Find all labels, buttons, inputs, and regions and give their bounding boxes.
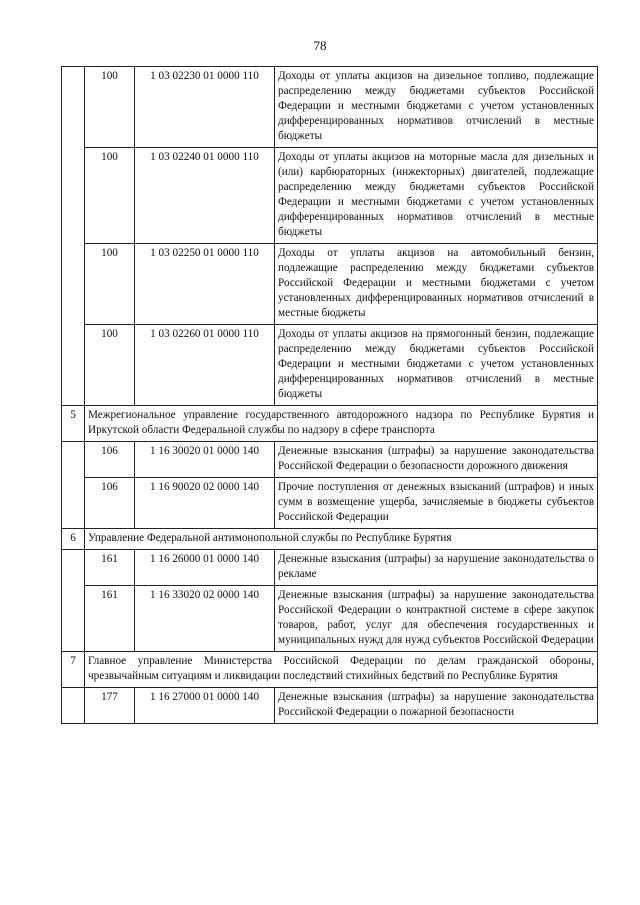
section-header-row: [62, 406, 598, 442]
table-row: [62, 442, 598, 478]
income-code-cell: 1 03 02240 01 0000 110: [135, 148, 275, 244]
section-header-row: [62, 529, 598, 550]
admin-code-cell: 161: [85, 586, 135, 652]
section-header-row: [62, 652, 598, 688]
income-description-cell: Денежные взыскания (штрафы) за нарушение законодательства о рекламе: [275, 550, 598, 586]
admin-code-cell: 100: [85, 244, 135, 325]
income-code-cell: 1 03 02250 01 0000 110: [135, 244, 275, 325]
row-number-cell: [62, 688, 85, 724]
admin-code-cell: 106: [85, 478, 135, 529]
table-row: [62, 67, 598, 148]
section-number: 5: [62, 406, 85, 442]
table-row: [62, 550, 598, 586]
admin-code-cell: 177: [85, 688, 135, 724]
income-code-cell: 1 16 30020 01 0000 140: [135, 442, 275, 478]
income-code-cell: 1 16 26000 01 0000 140: [135, 550, 275, 586]
page-number: 78: [313, 38, 327, 53]
table-row: [62, 244, 598, 325]
admin-code-cell: 100: [85, 148, 135, 244]
income-description-cell: Денежные взыскания (штрафы) за нарушение законодательства Российской Федерации о контрактной системе в сфере закупок товаров, работ, услуг для обеспечения государственных и муниципальных нужд для нужд субъектов Российской Федерации: [275, 586, 598, 652]
income-code-cell: 1 16 27000 01 0000 140: [135, 688, 275, 724]
income-code-cell: 1 16 33020 02 0000 140: [135, 586, 275, 652]
row-number-cell: [62, 442, 85, 529]
income-description-cell: Прочие поступления от денежных взысканий (штрафов) и иных сумм в возмещение ущерба, зачисляемые в бюджеты субъектов Российской Федерации: [275, 478, 598, 529]
table-row: [62, 148, 598, 244]
section-title: Управление Федеральной антимонопольной службы по Республике Бурятия: [85, 529, 598, 550]
row-number-cell: [62, 67, 85, 406]
income-code-cell: 1 16 90020 02 0000 140: [135, 478, 275, 529]
admin-code-cell: 100: [85, 67, 135, 148]
section-title: Главное управление Министерства Российской Федерации по делам гражданской обороны, чрезвычайным ситуациям и ликвидации последствий стихийных бедствий по Республике Бурятия: [85, 652, 598, 688]
income-description-cell: Доходы от уплаты акцизов на моторные масла для дизельных и (или) карбюраторных (инжекторных) двигателей, подлежащие распределению между бюджетами субъектов Российской Федерации и местными бюджетами с учетом установленных дифференцированных нормативов отчислений в местные бюджеты: [275, 148, 598, 244]
income-description-cell: Денежные взыскания (штрафы) за нарушение законодательства Российской Федерации о пожарной безопасности: [275, 688, 598, 724]
income-codes-table: [61, 66, 598, 724]
income-code-cell: 1 03 02230 01 0000 110: [135, 67, 275, 148]
income-description-cell: Денежные взыскания (штрафы) за нарушение законодательства Российской Федерации о безопасности дорожного движения: [275, 442, 598, 478]
row-number-cell: [62, 550, 85, 652]
table-row: [62, 586, 598, 652]
admin-code-cell: 161: [85, 550, 135, 586]
admin-code-cell: 106: [85, 442, 135, 478]
section-title: Межрегиональное управление государственного автодорожного надзора по Республике Бурятия и Иркутской области Федеральной службы по надзору в сфере транспорта: [85, 406, 598, 442]
table-row: [62, 325, 598, 406]
income-description-cell: Доходы от уплаты акцизов на дизельное топливо, подлежащие распределению между бюджетами субъектов Российской Федерации и местными бюджетами с учетом установленных дифференцированных нормативов отчислений в местные бюджеты: [275, 67, 598, 148]
table-row: [62, 688, 598, 724]
section-number: 6: [62, 529, 85, 550]
table-row: [62, 478, 598, 529]
admin-code-cell: 100: [85, 325, 135, 406]
section-number: 7: [62, 652, 85, 688]
income-description-cell: Доходы от уплаты акцизов на прямогонный бензин, подлежащие распределению между бюджетами субъектов Российской Федерации и местными бюджетами с учетом установленных дифференцированных нормативов отчислений в местные бюджеты: [275, 325, 598, 406]
income-code-cell: 1 03 02260 01 0000 110: [135, 325, 275, 406]
income-description-cell: Доходы от уплаты акцизов на автомобильный бензин, подлежащие распределению между бюджетами субъектов Российской Федерации и местными бюджетами с учетом установленных дифференцированных нормативов отчислений в местные бюджеты: [275, 244, 598, 325]
